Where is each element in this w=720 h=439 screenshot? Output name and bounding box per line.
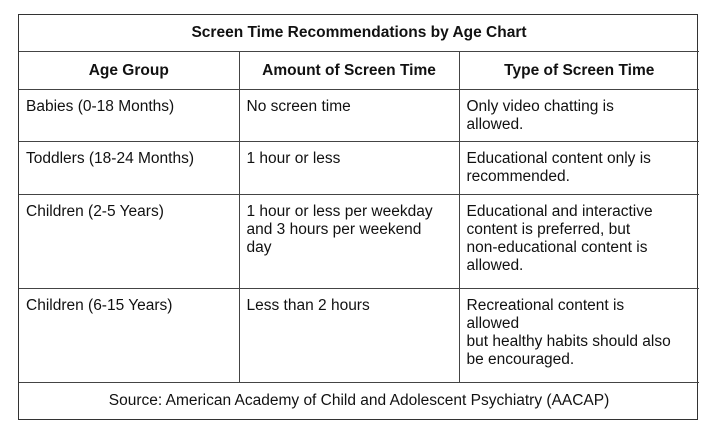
source-note: Source: American Academy of Child and Adolescent Psychiatry (AACAP) bbox=[19, 383, 699, 420]
amount-cell bbox=[239, 289, 459, 383]
amount-cell bbox=[239, 195, 459, 289]
amount-line: day bbox=[246, 239, 272, 256]
type-line: recommended. bbox=[466, 168, 570, 185]
amount-line: 1 hour or less bbox=[246, 150, 341, 167]
header-type: Type of Screen Time bbox=[459, 52, 699, 90]
type-cell bbox=[459, 90, 699, 142]
table-title: Screen Time Recommendations by Age Chart bbox=[19, 15, 699, 52]
type-line: Educational and interactive bbox=[466, 203, 653, 220]
type-line: allowed. bbox=[466, 116, 524, 133]
header-row bbox=[19, 52, 699, 90]
type-line: but healthy habits should also bbox=[466, 333, 671, 350]
type-cell bbox=[459, 289, 699, 383]
amount-cell bbox=[239, 142, 459, 195]
age-group-cell: Children (2-5 Years) bbox=[19, 195, 239, 289]
header-amount: Amount of Screen Time bbox=[239, 52, 459, 90]
amount-line: Less than 2 hours bbox=[246, 297, 370, 314]
table-row bbox=[19, 289, 699, 383]
type-line: allowed. bbox=[466, 257, 524, 274]
source-row bbox=[19, 383, 699, 420]
age-group-cell: Toddlers (18-24 Months) bbox=[19, 142, 239, 195]
header-age-group: Age Group bbox=[19, 52, 239, 90]
age-group-cell: Babies (0-18 Months) bbox=[19, 90, 239, 142]
type-line: Educational content only is bbox=[466, 150, 651, 167]
amount-cell bbox=[239, 90, 459, 142]
type-line: Recreational content is bbox=[466, 297, 625, 314]
table-row bbox=[19, 90, 699, 142]
title-row bbox=[19, 15, 699, 52]
type-line: content is preferred, but bbox=[466, 221, 631, 238]
type-line: Only video chatting is bbox=[466, 98, 614, 115]
type-line: be encouraged. bbox=[466, 351, 575, 368]
type-cell bbox=[459, 195, 699, 289]
table-row bbox=[19, 195, 699, 289]
type-line: allowed bbox=[466, 315, 520, 332]
type-cell bbox=[459, 142, 699, 195]
table-row bbox=[19, 142, 699, 195]
amount-line: No screen time bbox=[246, 98, 351, 115]
type-line: non-educational content is bbox=[466, 239, 648, 256]
amount-line: 1 hour or less per weekday bbox=[246, 203, 433, 220]
recommendations-chart bbox=[18, 14, 698, 420]
recommendations-table bbox=[19, 15, 699, 419]
amount-line: and 3 hours per weekend bbox=[246, 221, 422, 238]
age-group-cell: Children (6-15 Years) bbox=[19, 289, 239, 383]
